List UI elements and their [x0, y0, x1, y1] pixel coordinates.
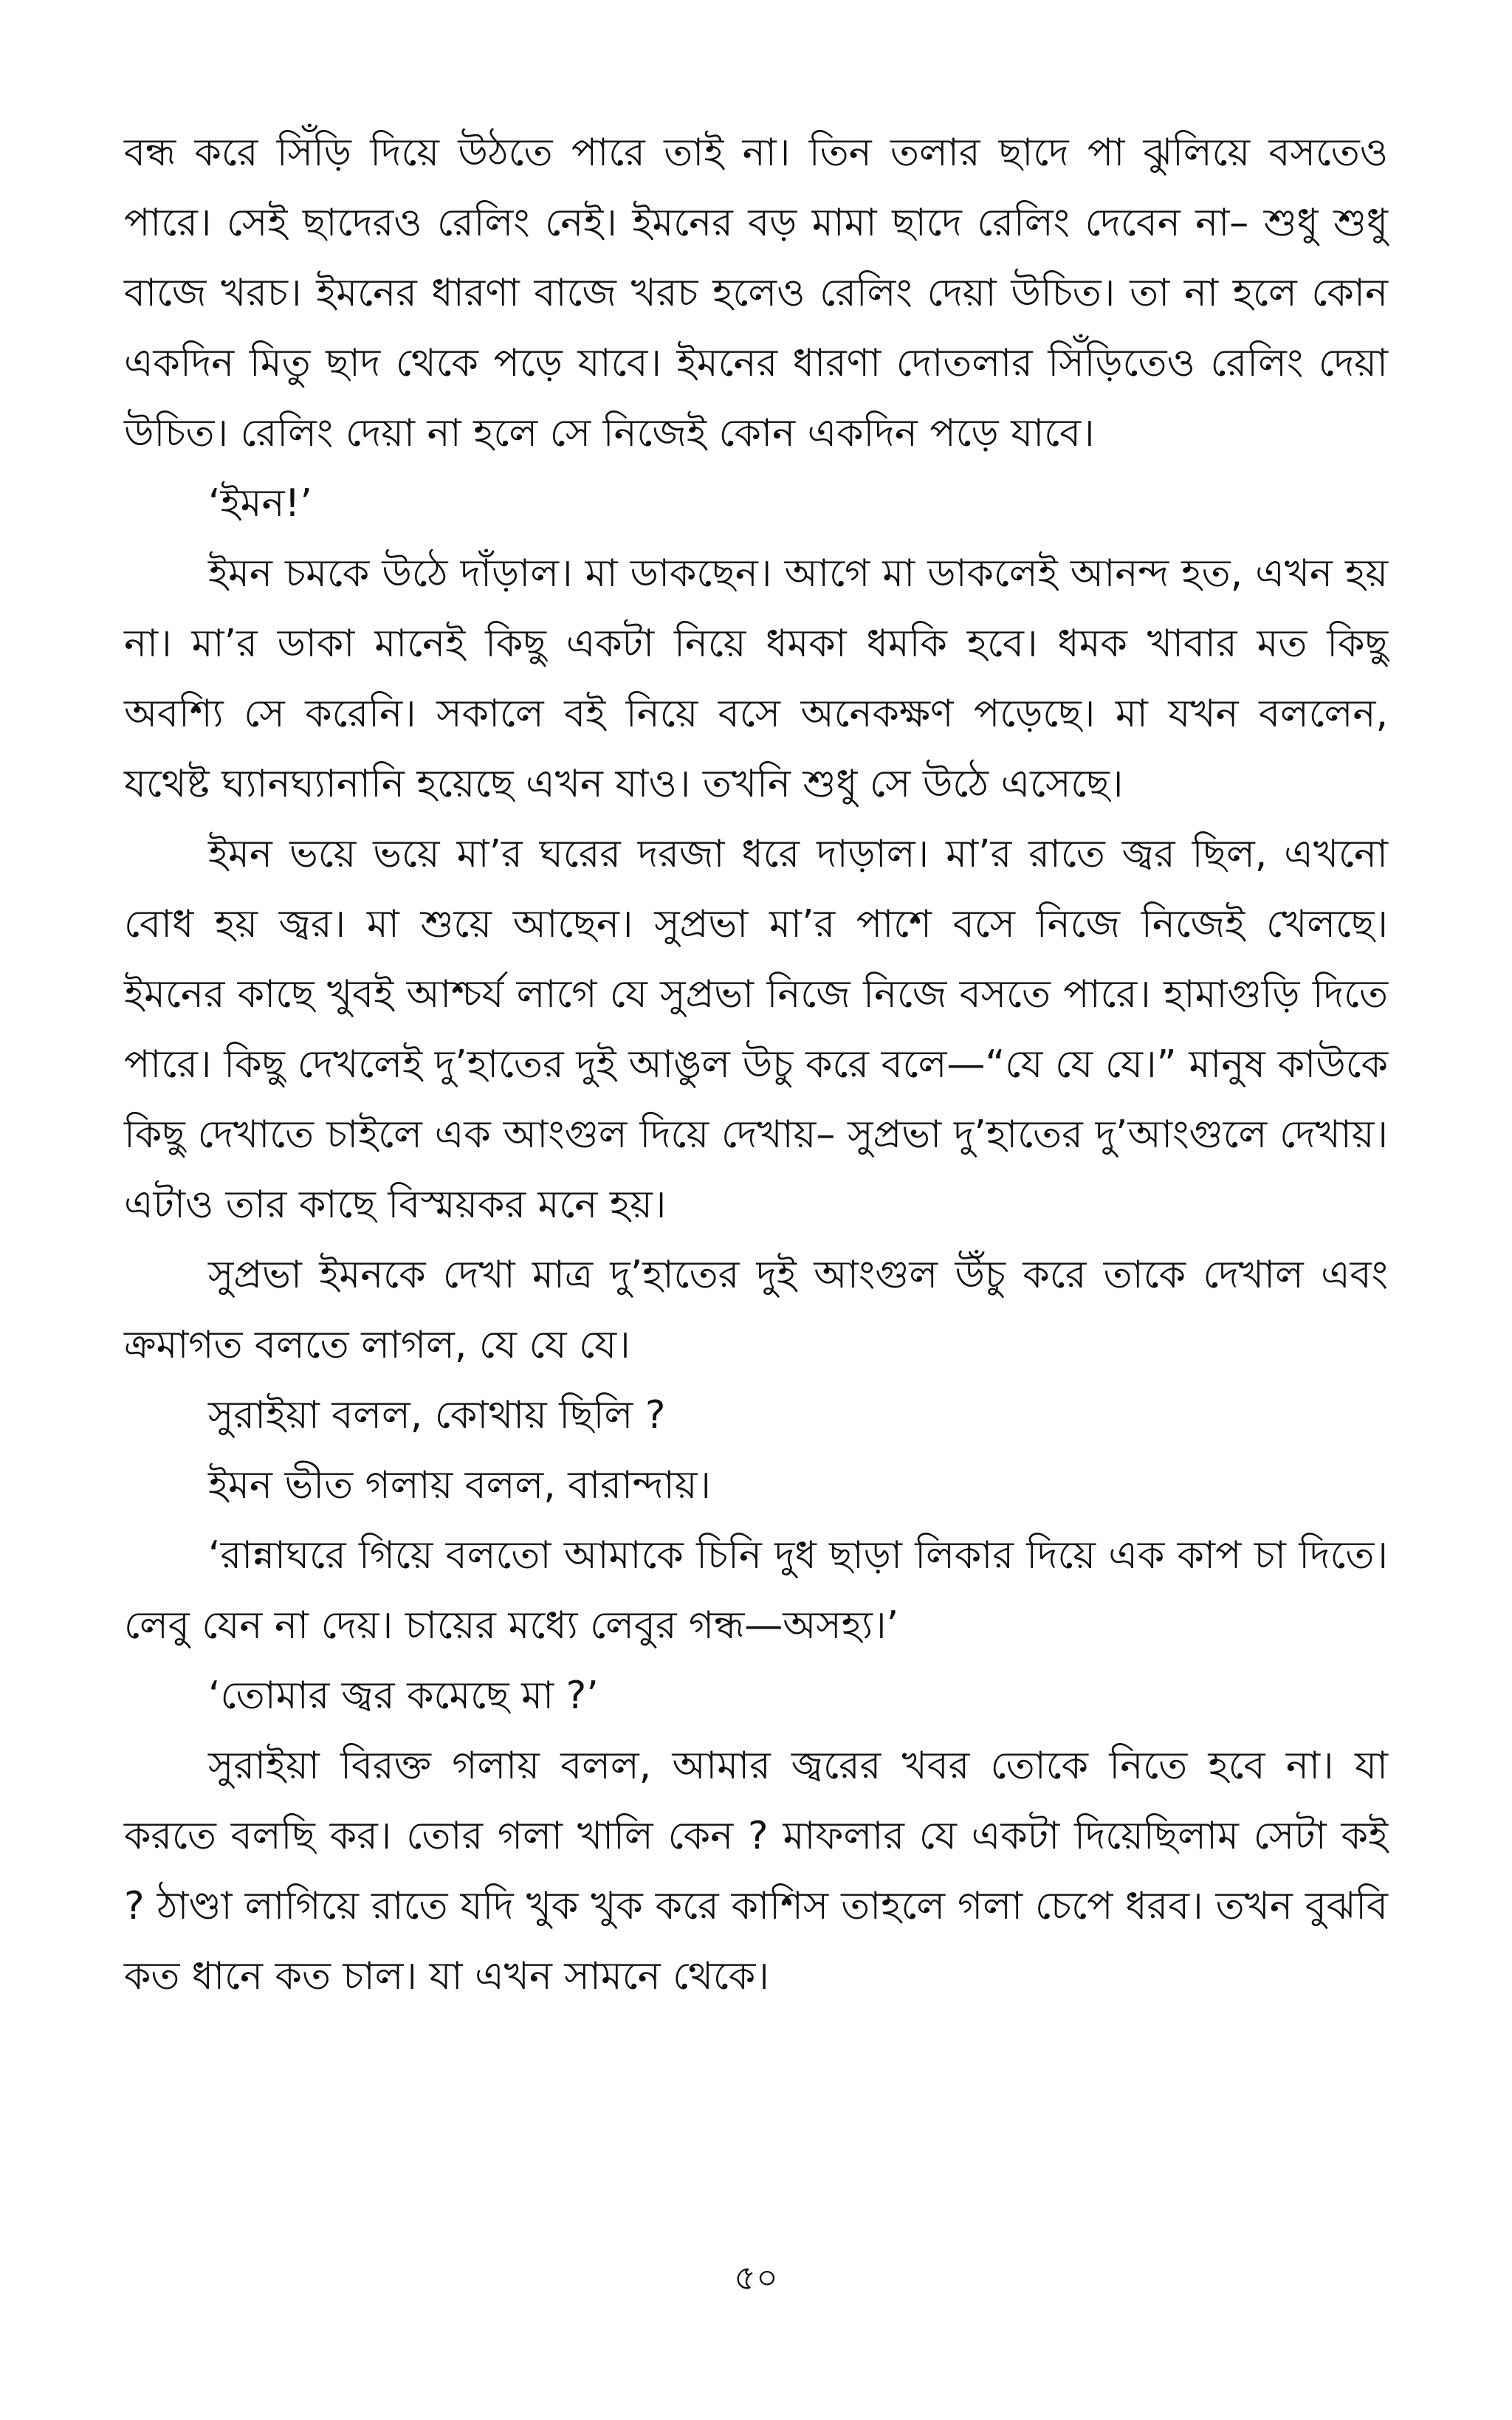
paragraph: ‘তোমার জ্বর কমেছে মা ?’ [208, 1674, 599, 1718]
paragraph: সুরাইয়া বিরক্ত গলায় বলল, আমার জ্বরের খবর তোকে নিতে হবে না। যা করতে বলছি কর। তোর গলা খালি কেন ? মাফলার যে একটা দিয়েছিলাম সেটা কই ? ঠাণ্ডা লাগিয়ে রাতে যদি খুক খুক করে কাশিস তাহলে গলা চেপে ধরব। তখন বুঝবি কত ধানে কত চাল। যা এখন সামনে থেকে। [124, 1744, 1388, 1998]
paragraph: বন্ধ করে সিঁড়ি দিয়ে উঠতে পারে তাই না। তিন তলার ছাদে পা ঝুলিয়ে বসতেও পারে। সেই ছাদেরও রেলিং নেই। ইমনের বড় মামা ছাদে রেলিং দেবেন না– শুধু শুধু বাজে খরচ। ইমনের ধারণা বাজে খরচ হলেও রেলিং দেয়া উচিত। তা না হলে কোন একদিন মিতু ছাদ থেকে পড়ে যাবে। ইমনের ধারণা দোতলার সিঁড়িতেও রেলিং দেয়া উচিত। রেলিং দেয়া না হলে সে নিজেই কোন একদিন পড়ে যাবে। [124, 131, 1388, 456]
paragraph: সুরাইয়া বলল, কোথায় ছিলি ? [208, 1393, 666, 1437]
paragraph: সুপ্রভা ইমনকে দেখা মাত্র দু’হাতের দুই আংগুল উঁচু করে তাকে দেখাল এবং ক্রমাগত বলতে লাগল, যে যে যে। [124, 1253, 1388, 1367]
paragraph: ইমন চমকে উঠে দাঁড়াল। মা ডাকছেন। আগে মা ডাকলেই আনন্দ হত, এখন হয় না। মা’র ডাকা মানেই কিছু একটা নিয়ে ধমকা ধমকি হবে। ধমক খাবার মত কিছু অবশ্যি সে করেনি। সকালে বই নিয়ে বসে অনেকক্ষণ পড়েছে। মা যখন বললেন, যথেষ্ট ঘ্যানঘ্যানানি হয়েছে এখন যাও। তখনি শুধু সে উঠে এসেছে। [124, 551, 1388, 806]
paragraph: ‘ইমন!’ [208, 481, 312, 526]
paragraph: ইমন ভীত গলায় বলল, বারান্দায়। [208, 1463, 711, 1508]
page-number: ৫০ [734, 2258, 778, 2297]
paragraph: ‘রান্নাঘরে গিয়ে বলতো আমাকে চিনি দুধ ছাড়া লিকার দিয়ে এক কাপ চা দিতে। লেবু যেন না দেয়। চায়ের মধ্যে লেবুর গন্ধ—অসহ্য।’ [124, 1533, 1388, 1648]
paragraph: ইমন ভয়ে ভয়ে মা’র ঘরের দরজা ধরে দাড়াল। মা’র রাতে জ্বর ছিল, এখনো বোধ হয় জ্বর। মা শুয়ে আছেন। সুপ্রভা মা’র পাশে বসে নিজে নিজেই খেলছে। ইমনের কাছে খুবই আশ্চর্য লাগে যে সুপ্রভা নিজে নিজে বসতে পারে। হামাগুড়ি দিতে পারে। কিছু দেখলেই দু’হাতের দুই আঙুল উচু করে বলে—“যে যে যে।” মানুষ কাউকে কিছু দেখাতে চাইলে এক আংগুল দিয়ে দেখায়– সুপ্রভা দু’হাতের দু’আংগুলে দেখায়। এটাও তার কাছে বিস্ময়কর মনে হয়। [124, 832, 1388, 1227]
body-text [124, 118, 1388, 2012]
